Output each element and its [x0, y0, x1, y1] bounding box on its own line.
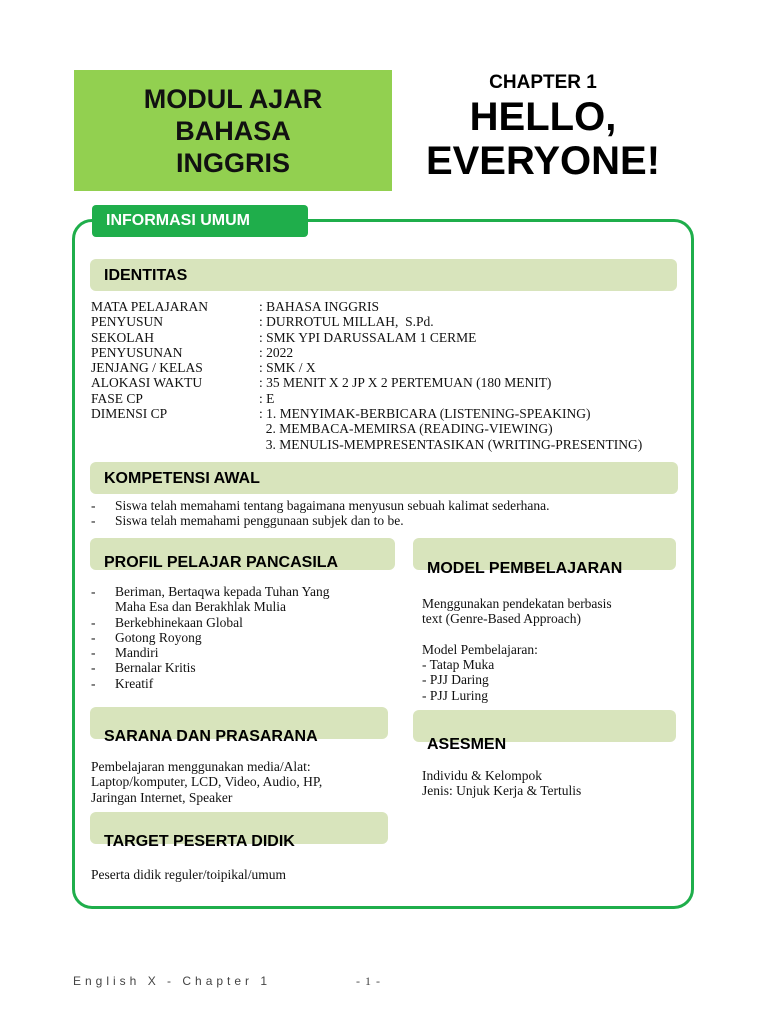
identitas-row: 2. MEMBACA-MEMIRSA (READING-VIEWING) — [259, 421, 553, 437]
target-heading: TARGET PESERTA DIDIK — [104, 833, 295, 850]
chapter-label: CHAPTER 1 — [489, 72, 597, 93]
list-item: - Siswa telah memahami penggunaan subjek dan to be. — [91, 513, 404, 529]
list-item: - Gotong Royong — [91, 629, 202, 645]
asesmen-heading: ASESMEN — [427, 736, 507, 753]
profil-list — [91, 584, 381, 691]
identitas-row: JENJANG / KELAS : SMK / X — [91, 360, 316, 376]
model-heading: MODEL PEMBELAJARAN — [427, 560, 623, 577]
list-item: - Berkebhinekaan Global — [91, 614, 243, 630]
list-item: - Kreatif — [91, 675, 154, 691]
footer-label: English X - Chapter 1 — [73, 974, 272, 988]
target-heading-bar — [90, 812, 388, 850]
identitas-row: DIMENSI CP : 1. MENYIMAK-BERBICARA (LISTENING-SPEAKING) — [91, 406, 591, 422]
list-item: - Bernalar Kritis — [91, 660, 196, 676]
module-title-box — [74, 70, 392, 191]
profil-heading-bar — [90, 538, 395, 570]
sarana-heading: SARANA DAN PRASARANA — [104, 728, 318, 745]
profil-heading: PROFIL PELAJAR PANCASILA — [104, 554, 339, 571]
page-number: - 1 - — [356, 974, 381, 988]
identitas-heading-bar — [90, 259, 677, 291]
list-item: - Mandiri — [91, 645, 159, 661]
chapter-heading — [410, 72, 676, 182]
kompetensi-heading: KOMPETENSI AWAL — [104, 470, 260, 487]
kompetensi-list — [91, 498, 681, 529]
chapter-title-line: EVERYONE! — [425, 139, 661, 183]
sarana-heading-bar — [90, 707, 388, 745]
model-text: Menggunakan pendekatan berbasis text (Genre-Based Approach) Model Pembelajaran: - Tatap Muka - PJJ Daring - PJJ Luring — [422, 596, 612, 703]
chapter-title-line: HELLO, — [469, 95, 617, 139]
asesmen-heading-bar — [413, 710, 676, 753]
module-title-line: MODUL AJAR — [143, 83, 323, 114]
identitas-row: PENYUSUN : DURROTUL MILLAH, S.Pd. — [91, 314, 434, 330]
module-title-line: BAHASA — [175, 115, 291, 146]
list-item: - Siswa telah memahami tentang bagaimana menyusun sebuah kalimat sederhana. — [91, 498, 550, 513]
kompetensi-heading-bar — [90, 462, 678, 494]
identitas-row: MATA PELAJARAN : BAHASA INGGRIS — [91, 299, 380, 314]
identitas-row: PENYUSUNAN : 2022 — [91, 344, 294, 360]
identitas-row: FASE CP : E — [91, 390, 275, 406]
identitas-row: ALOKASI WAKTU : 35 MENIT X 2 JP X 2 PERTEMUAN (180 MENIT) — [91, 375, 552, 391]
module-title-line: INGGRIS — [175, 147, 290, 178]
identitas-row: 3. MENULIS-MEMPRESENTASIKAN (WRITING-PRESENTING) — [259, 436, 643, 452]
identitas-heading: IDENTITAS — [104, 267, 188, 284]
sarana-text: Pembelajaran menggunakan media/Alat: Laptop/komputer, LCD, Video, Audio, HP, Jaringan Internet, Speaker — [91, 759, 323, 805]
identitas-table — [91, 299, 642, 452]
target-text: Peserta didik reguler/toipikal/umum — [91, 867, 286, 882]
list-item: - Beriman, Bertaqwa kepada Tuhan Yang Maha Esa dan Berakhlak Mulia — [91, 584, 330, 615]
model-heading-bar — [413, 538, 676, 577]
info-umum-tab: INFORMASI UMUM — [92, 205, 308, 237]
identitas-row: SEKOLAH : SMK YPI DARUSSALAM 1 CERME — [91, 329, 477, 345]
asesmen-text: Individu & Kelompok Jenis: Unjuk Kerja & Tertulis — [422, 768, 582, 799]
